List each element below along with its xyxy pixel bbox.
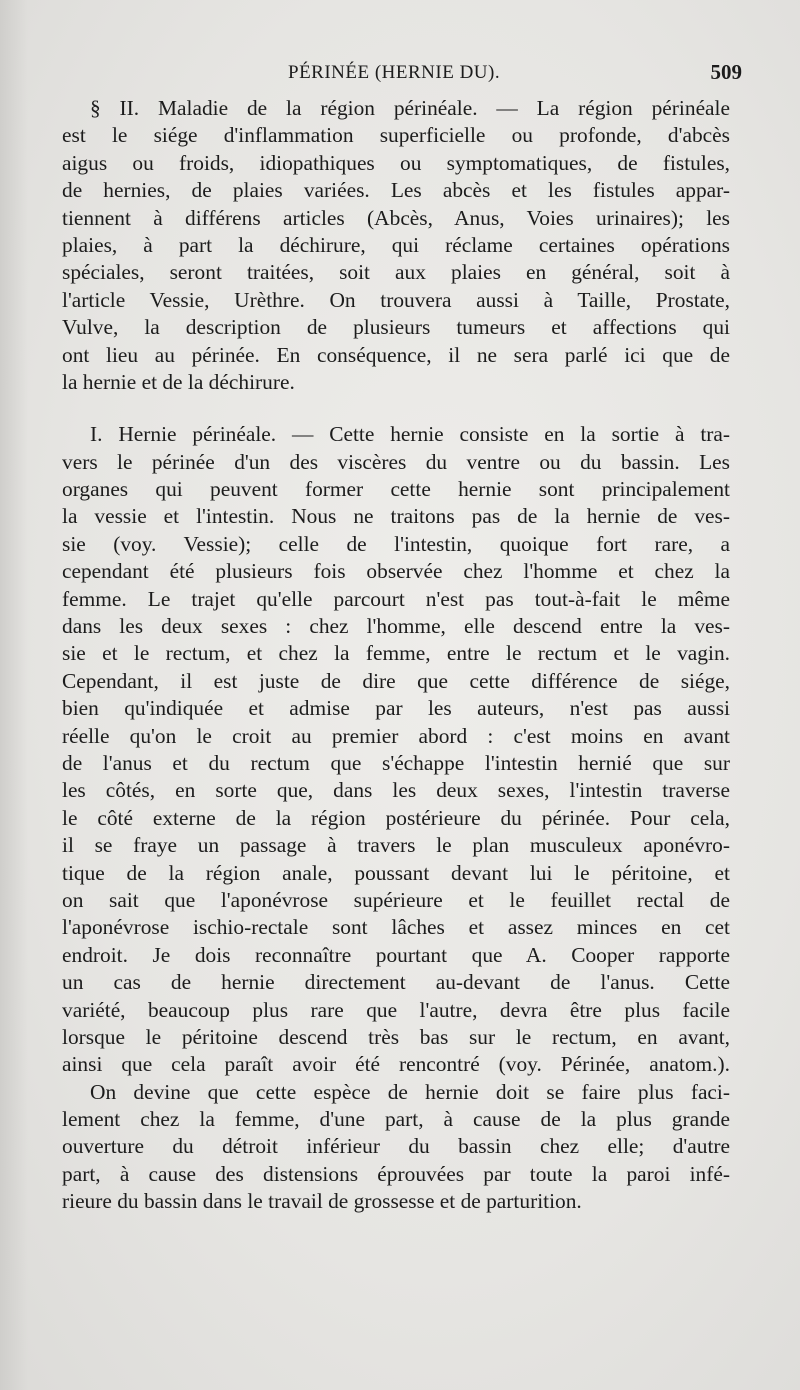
text-line: § II. Maladie de la région périnéale. — La région périnéale — [90, 96, 730, 120]
text-line: ouverture du détroit inférieur du bassin chez elle; d'autre — [62, 1134, 730, 1159]
text-line: l'article Vessie, Urèthre. On trouvera aussi à Taille, Prostate, — [62, 287, 730, 312]
text-line: on sait que l'aponévrose supérieure et le feuillet rectal de — [62, 887, 730, 912]
text-line: tiennent à différens articles (Abcès, Anus, Voies urinaires); les — [62, 205, 730, 230]
paragraph-section-ii — [62, 95, 730, 396]
text-line: un cas de hernie directement au-devant de l'anus. Cette — [62, 970, 730, 995]
text-line: organes qui peuvent former cette hernie sont principalement — [62, 477, 730, 502]
text-line: cependant été plusieurs fois observée chez l'homme et chez la — [62, 559, 730, 584]
text-line: la vessie et l'intestin. Nous ne traitons pas de la hernie de ves- — [62, 504, 730, 529]
text-line: On devine que cette espèce de hernie doit se faire plus faci- — [90, 1079, 730, 1104]
text-line: vers le périnée d'un des viscères du ventre ou du bassin. Les — [62, 449, 730, 474]
text-line: ont lieu au périnée. En conséquence, il ne sera parlé ici que de — [62, 342, 730, 367]
text-line: le côté externe de la région postérieure du périnée. Pour cela, — [62, 805, 730, 830]
paragraph-hernie-perineale — [62, 421, 730, 1078]
text-line: les côtés, en sorte que, dans les deux sexes, l'intestin traverse — [62, 778, 730, 803]
text-line: tique de la région anale, poussant devant lui le péritoine, et — [62, 860, 730, 885]
text-line: Vulve, la description de plusieurs tumeurs et affections qui — [62, 315, 730, 340]
text-line: endroit. Je dois reconnaître pourtant que A. Cooper rapporte — [62, 942, 730, 967]
text-line: rieure du bassin dans le travail de grossesse et de parturition. — [62, 1189, 582, 1214]
text-line: bien qu'indiquée et admise par les auteurs, n'est pas aussi — [62, 696, 730, 721]
text-line: lorsque le péritoine descend très bas sur le rectum, en avant, — [62, 1024, 730, 1049]
text-line: Cependant, il est juste de dire que cette différence de siége, — [62, 668, 730, 693]
page-edge-shadow — [0, 0, 28, 1390]
paragraph-on-devine — [62, 1079, 730, 1216]
text-line: sie et le rectum, et chez la femme, entre le rectum et le vagin. — [62, 641, 730, 666]
text-line: il se fraye un passage à travers le plan musculeux aponévro- — [62, 833, 730, 858]
text-line: est le siége d'inflammation superficielle ou profonde, d'abcès — [62, 123, 730, 148]
text-line: dans les deux sexes : chez l'homme, elle descend entre la ves- — [62, 614, 730, 639]
text-line: de hernies, de plaies variées. Les abcès et les fistules appar- — [62, 178, 730, 203]
text-line: part, à cause des distensions éprouvées par toute la paroi infé- — [62, 1161, 730, 1186]
text-line: sie (voy. Vessie); celle de l'intestin, quoique fort rare, a — [62, 531, 730, 556]
paragraph-spacer — [62, 396, 730, 421]
text-line: de l'anus et du rectum que s'échappe l'intestin hernié que sur — [62, 750, 730, 775]
text-line: spéciales, seront traitées, soit aux plaies en général, soit à — [62, 260, 730, 285]
text-line: ainsi que cela paraît avoir été rencontré (voy. Périnée, anatom.). — [62, 1052, 730, 1077]
text-line: variété, beaucoup plus rare que l'autre, devra être plus facile — [62, 997, 730, 1022]
text-line: plaies, à part la déchirure, qui réclame certaines opérations — [62, 232, 730, 257]
text-line: réelle qu'on le croit au premier abord : c'est moins en avant — [62, 723, 730, 748]
text-line: la hernie et de la déchirure. — [62, 369, 295, 394]
page-number: 509 — [710, 60, 742, 84]
body-text — [62, 95, 730, 1216]
running-title: PÉRINÉE (HERNIE DU). — [288, 62, 501, 83]
text-line: lement chez la femme, d'une part, à cause de la plus grande — [62, 1107, 730, 1132]
text-line: aigus ou froids, idiopathiques ou symptomatiques, de fistules, — [62, 150, 730, 175]
text-line: I. Hernie périnéale. — Cette hernie consiste en la sortie à tra- — [90, 422, 730, 447]
page-header — [60, 60, 742, 90]
text-line: femme. Le trajet qu'elle parcourt n'est pas tout-à-fait le même — [62, 586, 730, 611]
text-line: l'aponévrose ischio-rectale sont lâches et assez minces en cet — [62, 915, 730, 940]
